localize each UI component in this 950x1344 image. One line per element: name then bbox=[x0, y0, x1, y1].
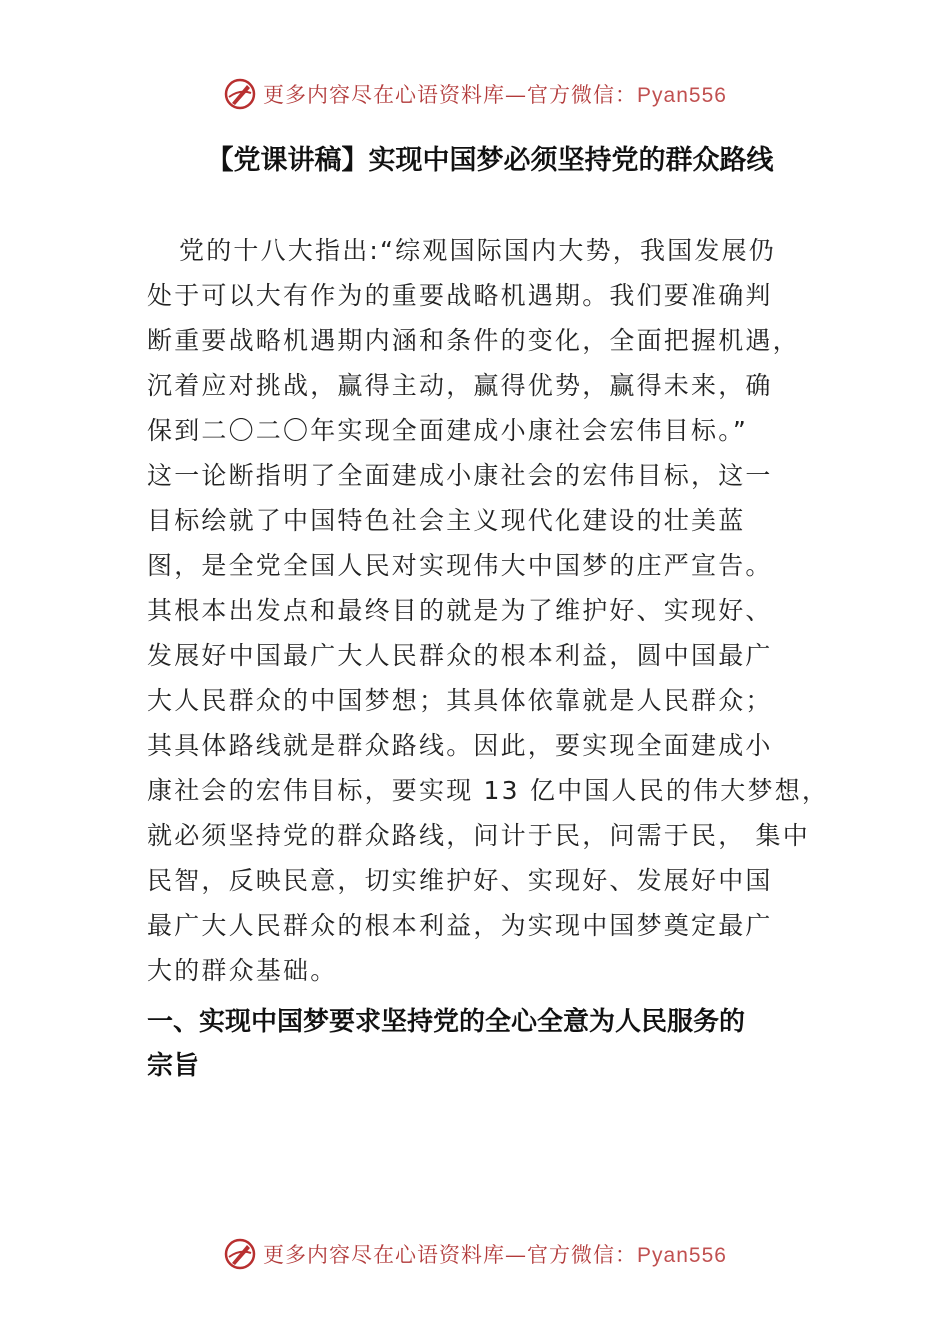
paragraph-line: 其根本出发点和最终目的就是为了维护好、实现好、 bbox=[147, 596, 773, 625]
footer-banner-text: 更多内容尽在心语资料库—官方微信：Pyan556 bbox=[263, 1243, 727, 1267]
header-banner-text: 更多内容尽在心语资料库—官方微信：Pyan556 bbox=[263, 83, 727, 107]
paragraph-line: 民智，反映民意，切实维护好、实现好、发展好中国 bbox=[147, 866, 773, 895]
paragraph-line: 大的群众基础。 bbox=[147, 956, 338, 985]
footer-wechat-id: Pyan556 bbox=[637, 1244, 727, 1267]
paragraph-line: 其具体路线就是群众路线。因此，要实现全面建成小 bbox=[147, 731, 773, 760]
paragraph-line: 就必须坚持党的群众路线，问计于民，问需于民， 集中 bbox=[147, 821, 810, 850]
paragraph-line: 图，是全党全国人民对实现伟大中国梦的庄严宣告。 bbox=[147, 551, 773, 580]
paragraph-line: 沉着应对挑战，赢得主动，赢得优势，赢得未来，确 bbox=[147, 371, 773, 400]
paragraph-line: 目标绘就了中国特色社会主义现代化建设的壮美蓝 bbox=[147, 506, 746, 535]
page-title: 【党课讲稿】实现中国梦必须坚持党的群众路线 bbox=[206, 145, 774, 176]
paragraph-line: 保到二〇二〇年实现全面建成小康社会宏伟目标。” bbox=[147, 416, 749, 445]
section-heading-line: 宗旨 bbox=[147, 1051, 200, 1081]
paragraph-line: 大人民群众的中国梦想；其具体依靠就是人民群众； bbox=[147, 686, 773, 715]
pen-nib-icon bbox=[223, 77, 257, 111]
paragraph-line: 最广大人民群众的根本利益，为实现中国梦奠定最广 bbox=[147, 911, 773, 940]
section-heading-line: 一、实现中国梦要求坚持党的全心全意为人民服务的 bbox=[147, 1007, 746, 1037]
header-banner bbox=[0, 72, 950, 116]
pen-nib-icon bbox=[223, 1237, 257, 1271]
paragraph-line: 发展好中国最广大人民群众的根本利益，圆中国最广 bbox=[147, 641, 773, 670]
header-wechat-id: Pyan556 bbox=[637, 84, 727, 107]
paragraph-line: 党的十八大指出:“综观国际国内大势，我国发展仍 bbox=[179, 236, 776, 265]
paragraph-line: 康社会的宏伟目标，要实现 13 亿中国人民的伟大梦想， bbox=[147, 776, 830, 805]
paragraph-line: 断重要战略机遇期内涵和条件的变化，全面把握机遇， bbox=[147, 326, 800, 355]
paragraph-line: 处于可以大有作为的重要战略机遇期。我们要准确判 bbox=[147, 281, 773, 310]
paragraph-line: 这一论断指明了全面建成小康社会的宏伟目标，这一 bbox=[147, 461, 773, 490]
body-paragraph bbox=[147, 228, 837, 993]
section-heading bbox=[147, 1000, 847, 1088]
footer-banner bbox=[0, 1232, 950, 1276]
